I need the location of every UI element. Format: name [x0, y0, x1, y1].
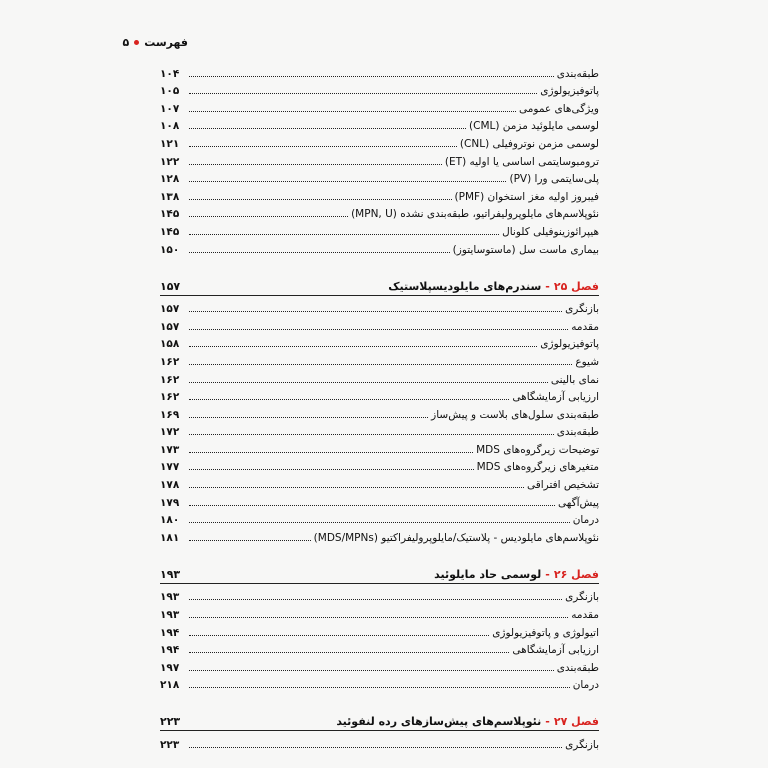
chapter-separator: -	[545, 567, 550, 581]
toc-entry-title: نئوپلاسم‌های مایلودیس - پلاستیک/مایلوپرولیفراکتیو (MDS/MPNs)	[313, 531, 599, 544]
chapter-number: فصل ۲۷	[553, 715, 599, 729]
chapter-title-group	[434, 568, 599, 581]
chapter-number: فصل ۲۵	[553, 279, 599, 293]
dot-leader	[189, 469, 474, 470]
toc-entry[interactable]	[160, 386, 599, 404]
chapter-page: ۲۲۳	[160, 715, 181, 729]
toc-entry[interactable]	[160, 132, 599, 150]
dot-leader	[189, 346, 537, 347]
toc-entry-page: ۱۶۲	[160, 355, 180, 368]
toc-entry-title: لوسمی مایلوئید مزمن (CML)	[469, 120, 599, 133]
dot-leader	[189, 505, 555, 506]
dot-leader	[189, 216, 348, 217]
chapter-separator: -	[545, 279, 550, 293]
dot-leader	[189, 364, 572, 365]
dot-leader	[189, 252, 450, 253]
dot-leader	[189, 329, 568, 330]
toc-entry-title: تشخیص افتراقی	[526, 479, 599, 492]
toc-entry-page: ۱۹۳	[160, 609, 180, 622]
toc-entry-title: هیپرائوزینوفیلی کلونال	[502, 225, 599, 238]
toc-entry-page: ۱۷۸	[160, 479, 180, 492]
header-label: فهرست	[144, 36, 188, 49]
toc-entry[interactable]	[160, 733, 599, 751]
toc-entry-title: بازنگری	[565, 739, 599, 751]
toc-entry-page: ۱۴۵	[160, 208, 180, 221]
toc-entry[interactable]	[160, 421, 599, 439]
toc-entry-page: ۱۵۷	[160, 303, 180, 316]
toc-entry-title: متغیرهای زیرگروه‌های MDS	[476, 461, 599, 474]
toc-entry-title: طبقه‌بندی	[556, 426, 599, 439]
toc-entry-page: ۱۷۳	[160, 443, 180, 456]
toc-entry[interactable]	[160, 603, 599, 621]
toc-entry-page: ۱۳۸	[160, 190, 180, 203]
table-of-contents	[160, 62, 599, 751]
toc-entry[interactable]	[160, 368, 599, 386]
dot-leader	[189, 181, 506, 182]
toc-entry[interactable]	[160, 333, 599, 351]
dot-leader	[189, 687, 570, 688]
toc-entry-page: ۱۵۷	[160, 320, 180, 333]
toc-entry-title: لوسمی مزمن نوتروفیلی (CNL)	[459, 137, 599, 150]
toc-entry-page: ۱۶۲	[160, 373, 180, 386]
dot-leader	[189, 522, 570, 523]
toc-entry[interactable]	[160, 62, 599, 80]
chapter-heading[interactable]	[160, 273, 599, 296]
dot-leader	[189, 93, 537, 94]
toc-entry-page: ۱۰۵	[160, 85, 180, 98]
toc-entry-page: ۱۸۱	[160, 531, 180, 544]
toc-entry-title: طبقه‌بندی	[556, 661, 599, 674]
dot-leader	[189, 128, 466, 129]
dot-leader	[189, 617, 568, 618]
dot-leader	[189, 164, 442, 165]
chapter-separator: -	[545, 715, 550, 729]
toc-entry[interactable]	[160, 438, 599, 456]
toc-entry-title: ویژگی‌های عمومی	[519, 102, 599, 115]
toc-entry-title: پیش‌آگهی	[558, 496, 599, 509]
chapter-title-group	[388, 280, 599, 293]
toc-entry-page: ۱۹۳	[160, 591, 180, 604]
dot-leader	[189, 76, 554, 77]
toc-entry[interactable]	[160, 97, 599, 115]
toc-entry-page: ۱۰۷	[160, 102, 180, 115]
dot-leader	[189, 417, 428, 418]
toc-entry-title: طبقه‌بندی	[556, 67, 599, 80]
toc-entry-page: ۱۶۲	[160, 391, 180, 404]
toc-entry[interactable]	[160, 185, 599, 203]
toc-entry-page: ۱۹۷	[160, 661, 180, 674]
toc-entry[interactable]	[160, 456, 599, 474]
toc-entry-page: ۱۷۲	[160, 426, 180, 439]
toc-entry-title: طبقه‌بندی سلول‌های بلاست و پیش‌ساز	[431, 408, 599, 421]
dot-leader	[189, 146, 457, 147]
toc-entry[interactable]	[160, 298, 599, 316]
toc-entry[interactable]	[160, 238, 599, 256]
dot-leader	[189, 652, 509, 653]
toc-entry-title: بیماری ماست سل (ماستوسایتوز)	[452, 243, 599, 256]
toc-entry[interactable]	[160, 656, 599, 674]
chapter-title: لوسمی حاد مایلوئید	[434, 567, 542, 581]
toc-entry[interactable]	[160, 526, 599, 544]
chapter-title: سندرم‌های مایلودیسپلاستیک	[388, 279, 542, 293]
toc-entry[interactable]	[160, 586, 599, 604]
toc-entry-title: ارزیابی آزمایشگاهی	[512, 391, 599, 404]
toc-entry-title: درمان	[572, 514, 599, 527]
toc-entry[interactable]	[160, 80, 599, 98]
toc-entry-page: ۱۴۵	[160, 225, 180, 238]
toc-entry[interactable]	[160, 350, 599, 368]
chapter-page: ۱۹۳	[160, 567, 181, 581]
toc-entry-title: پاتوفیزیولوژی	[540, 85, 599, 98]
chapter-title-group	[336, 715, 599, 728]
toc-entry-page: ۱۰۴	[160, 67, 180, 80]
dot-leader	[189, 747, 562, 748]
toc-entry-title: پاتوفیزیولوژی	[540, 338, 599, 351]
header-page-number: ۵	[122, 36, 130, 49]
dot-leader	[189, 111, 516, 112]
toc-entry-title: بازنگری	[565, 303, 599, 316]
running-header	[123, 36, 189, 49]
dot-leader	[189, 452, 473, 453]
toc-entry-title: درمان	[572, 679, 599, 692]
toc-entry-title: مقدمه	[571, 320, 599, 333]
toc-entry-page: ۱۵۸	[160, 338, 180, 351]
toc-entry-page: ۱۶۹	[160, 408, 180, 421]
toc-entry-page: ۱۷۹	[160, 496, 180, 509]
toc-entry[interactable]	[160, 220, 599, 238]
chapter-page: ۱۵۷	[160, 279, 181, 293]
toc-entry-title: ارزیابی آزمایشگاهی	[512, 644, 599, 657]
toc-entry-page: ۱۰۸	[160, 120, 180, 133]
dot-leader	[189, 670, 554, 671]
toc-entry-page: ۱۵۰	[160, 243, 180, 256]
toc-entry-page: ۱۷۷	[160, 461, 180, 474]
dot-leader	[189, 540, 311, 541]
toc-entry-page: ۱۸۰	[160, 514, 180, 527]
dot-leader	[189, 399, 509, 400]
chapter-heading[interactable]	[160, 708, 599, 731]
toc-entry[interactable]	[160, 168, 599, 186]
chapter-title: نئوپلاسم‌های پیش‌سازهای رده لنفوئید	[336, 715, 542, 729]
toc-entry-page: ۱۲۱	[160, 137, 180, 150]
bullet-dot-icon	[134, 40, 139, 45]
dot-leader	[189, 599, 562, 600]
toc-entry-page: ۲۱۸	[160, 679, 180, 692]
toc-entry[interactable]	[160, 115, 599, 133]
dot-leader	[189, 434, 554, 435]
toc-entry-page: ۲۲۳	[160, 739, 180, 751]
toc-entry-title: پلی‌سایتمی ورا (PV)	[509, 173, 599, 186]
toc-entry-page: ۱۹۴	[160, 626, 180, 639]
dot-leader	[189, 311, 562, 312]
toc-entry[interactable]	[160, 509, 599, 527]
dot-leader	[189, 234, 499, 235]
toc-entry-page: ۱۲۸	[160, 173, 180, 186]
toc-entry[interactable]	[160, 639, 599, 657]
toc-entry[interactable]	[160, 150, 599, 168]
toc-entry-title: نئوپلاسم‌های مایلوپرولیفراتیو، طبقه‌بندی نشده (MPN, U)	[351, 208, 599, 221]
chapter-heading[interactable]	[160, 561, 599, 584]
toc-entry[interactable]	[160, 621, 599, 639]
dot-leader	[189, 199, 452, 200]
dot-leader	[189, 635, 489, 636]
toc-entry-title: شیوع	[575, 355, 599, 368]
toc-entry-title: توضیحات زیرگروه‌های MDS	[476, 443, 599, 456]
toc-entry-page: ۱۲۲	[160, 155, 180, 168]
toc-entry[interactable]	[160, 491, 599, 509]
toc-entry-page: ۱۹۴	[160, 644, 180, 657]
dot-leader	[189, 487, 524, 488]
toc-entry[interactable]	[160, 403, 599, 421]
toc-entry-title: نمای بالینی	[550, 373, 599, 386]
toc-entry-title: مقدمه	[571, 609, 599, 622]
toc-entry-title: اتیولوژی و پاتوفیزیولوژی	[492, 626, 599, 639]
toc-entry[interactable]	[160, 315, 599, 333]
toc-entry-title: فیبروز اولیه مغز استخوان (PMF)	[454, 190, 599, 203]
toc-entry[interactable]	[160, 203, 599, 221]
chapter-number: فصل ۲۶	[553, 567, 599, 581]
toc-entry-title: بازنگری	[565, 591, 599, 604]
toc-entry-title: ترومبوسایتمی اساسی یا اولیه (ET)	[444, 155, 599, 168]
toc-entry[interactable]	[160, 674, 599, 692]
toc-entry[interactable]	[160, 473, 599, 491]
dot-leader	[189, 382, 548, 383]
